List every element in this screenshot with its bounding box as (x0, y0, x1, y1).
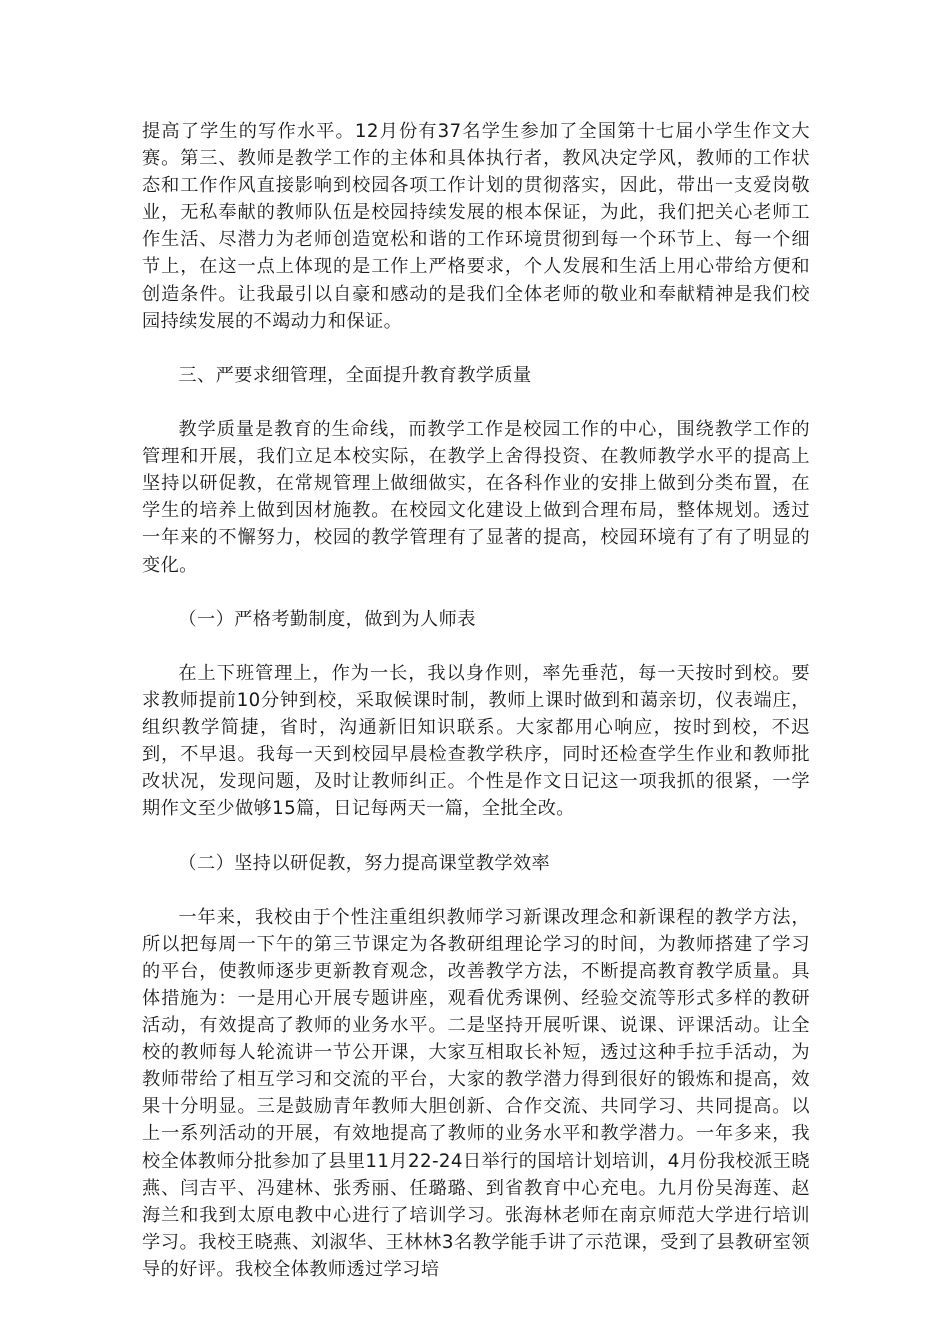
paragraph-teaching-quality: 教学质量是教育的生命线，而教学工作是校园工作的中心，围绕教学工作的管理和开展，我们立足本校实际，在教学上舍得投资、在教师教学水平的提高上坚持以研促教，在常规管理上做细做实，在各科作业的安排上做到分类布置，在学生的培养上做到因材施教。在校园文化建设上做到合理布局，整体规划。透过一年来的不懈努力，校园的教学管理有了显著的提高，校园环境有了有了明显的变化。 (142, 419, 810, 576)
paragraph-attendance: 在上下班管理上，作为一长，我以身作则，率先垂范，每一天按时到校。要求教师提前10分钟到校，采取候课时制，教师上课时做到和蔼亲切，仪表端庄，组织教学简捷，省时，沟通新旧知识联系。大家都用心响应，按时到校，不迟到，不早退。我每一天到校园早晨检查教学秩序，同时还检查学生作业和教师批改状况，发现问题，及时让教师纠正。个性是作文日记这一项我抓的很紧，一学期作文至少做够15篇，日记每两天一篇，全批全改。 (142, 662, 810, 820)
document-body (142, 118, 810, 1283)
subsection-heading-attendance: （一）严格考勤制度，做到为人师表 (178, 608, 476, 630)
paragraph-teachers-dedication: 提高了学生的写作水平。12月份有37名学生参加了全国第十七届小学生作文大赛。第三、教师是教学工作的主体和具体执行者，教风决定学风，教师的工作状态和工作作风直接影响到校园各项工作计划的贯彻落实，因此，带出一支爱岗敬业，无私奉献的教师队伍是校园持续发展的根本保证，为此，我们把关心老师工作生活、尽潜力为老师创造宽松和谐的工作环境贯彻到每一个环节上、每一个细节上，在这一点上体现的是工作上严格要求，个人发展和生活上用心带给方便和创造条件。让我最引以自豪和感动的是我们全体老师的敬业和奉献精神是我们校园持续发展的不竭动力和保证。 (142, 121, 810, 332)
section-heading-three: 三、严要求细管理，全面提升教育教学质量 (178, 364, 532, 386)
paragraph-research-training: 一年来，我校由于个性注重组织教师学习新课改理念和新课程的教学方法，所以把每周一下午的第三节课定为各教研组理论学习的时间，为教师搭建了学习的平台，使教师逐步更新教育观念，改善教学方法，不断提高教育教学质量。具体措施为：一是用心开展专题讲座，观看优秀课例、经验交流等形式多样的教研活动，有效提高了教师的业务水平。二是坚持开展听课、说课、评课活动。让全校的教师每人轮流讲一节公开课，大家互相取长补短，透过这种手拉手活动，为教师带给了相互学习和交流的平台，大家的教学潜力得到很好的锻炼和提高，效果十分明显。三是鼓励青年教师大胆创新、合作交流、共同学习、共同提高。以上一系列活动的开展，有效地提高了教师的业务水平和教学潜力。一年多来，我校全体教师分批参加了县里11月22-24日举行的国培计划培训，4月份我校派王晓燕、闫吉平、冯建林、张秀丽、任璐璐、到省教育中心充电。九月份吴海莲、赵海兰和我到太原电教中心进行了培训学习。张海林老师在南京师范大学进行培训学习。我校王晓燕、刘淑华、王林林3名教学能手讲了示范课，受到了县教研室领导的好评。我校全体教师透过学习培 (142, 906, 810, 1280)
subsection-heading-research: （二）坚持以研促教，努力提高课堂教学效率 (178, 852, 551, 874)
